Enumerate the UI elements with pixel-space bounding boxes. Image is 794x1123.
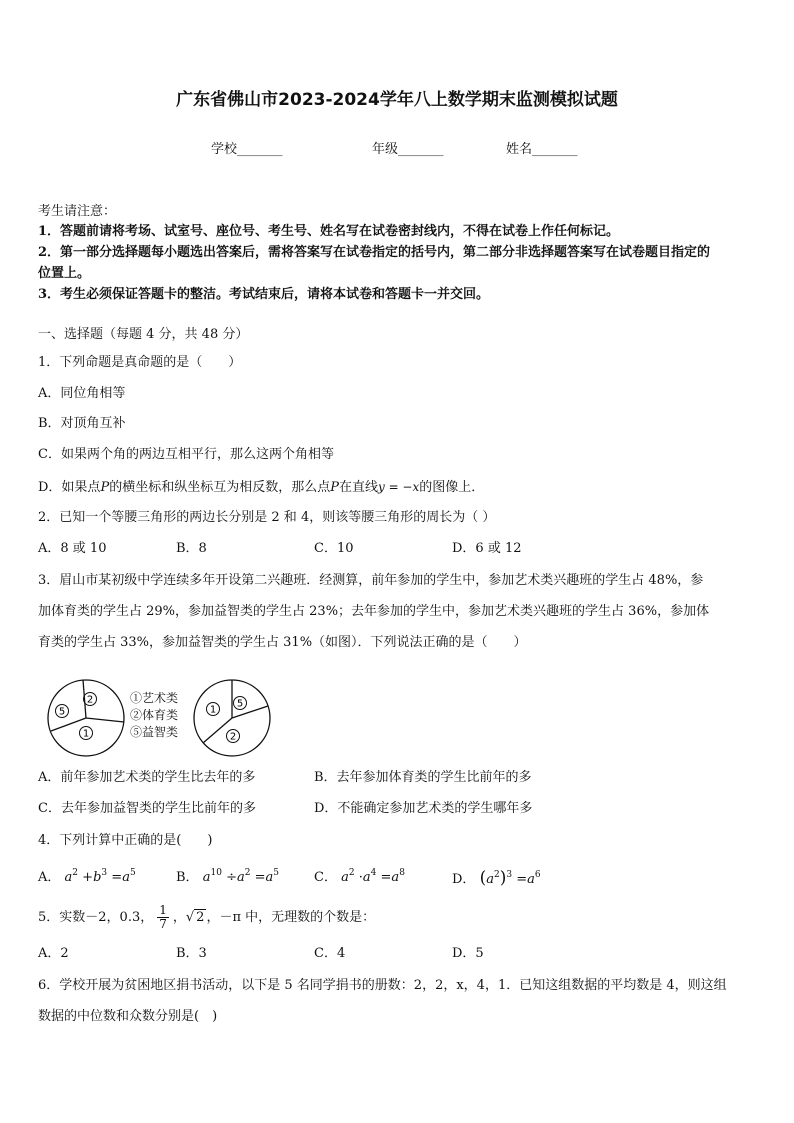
q2-option-b: B．8	[176, 541, 207, 556]
page-title: 广东省佛山市2023-2024学年八上数学期末监测模拟试题	[176, 90, 618, 110]
section-heading: 一、选择题（每题 4 分，共 48 分）	[38, 327, 249, 342]
grade-field: 年级_______	[372, 142, 444, 157]
q1-option-b: B．对顶角互补	[38, 416, 126, 431]
svg-text:2: 2	[86, 694, 94, 706]
q2-option-c: C．10	[314, 541, 354, 556]
q3-option-a: A．前年参加艺术类的学生比去年的多	[38, 770, 256, 785]
q4-option-a: A． $a^2 +b^3 =a^5$	[38, 868, 136, 885]
pie-legend-art: ①艺术类	[130, 691, 179, 705]
svg-text:1: 1	[209, 704, 217, 716]
q3-option-b: B．去年参加体育类的学生比前年的多	[314, 770, 532, 785]
pie2-label-5	[234, 697, 247, 710]
pie-last-year	[194, 680, 270, 756]
pie-previous-year	[48, 680, 124, 756]
notice-item-2: 2．第一部分选择题每小题选出答案后，需将答案写在试卷指定的括号内，第二部分非选择题答案写在试卷题目指定的	[38, 245, 711, 260]
q3-stem-line-3: 育类的学生占 33%，参加益智类的学生占 31%（如图）．下列说法正确的是（ ）	[38, 635, 527, 650]
q5-option-c: C．4	[314, 946, 346, 961]
q3-option-c: C．去年参加益智类的学生比前年的多	[38, 801, 256, 816]
q4-option-c: C． $a^2 \cdot a^4 =a^8$	[314, 868, 405, 885]
q1-stem: 1．下列命题是真命题的是（ ）	[38, 355, 242, 370]
q3-stem-line-1: 3．眉山市某初级中学连续多年开设第二兴趣班．经测算，前年参加的学生中，参加艺术类兴趣班的学生占 48%，参	[38, 573, 704, 588]
pie1-label-2	[84, 693, 97, 706]
q3-option-d: D．不能确定参加艺术类的学生哪年多	[314, 801, 533, 816]
q5-stem: 5．实数－2，0.3， $\frac{1}{7}$ ，√ 2 ，－π 中，无理数的个数是：	[38, 903, 376, 931]
notice-item-2-cont: 位置上。	[38, 266, 91, 281]
q6-stem-line-1: 6．学校开展为贫困地区捐书活动，以下是 5 名同学捐书的册数：2，2，x，4，1．已知这组数据的平均数是 4，则这组	[38, 978, 727, 993]
notice-item-3: 3．考生必须保证答题卡的整洁。考试结束后，请将本试卷和答题卡一并交回。	[38, 287, 490, 302]
q1-option-c: C．如果两个角的两边互相平行，那么这两个角相等	[38, 447, 334, 462]
pie-legend-puzzle: ⑤益智类	[130, 725, 179, 739]
svg-text:5: 5	[58, 706, 66, 718]
q5-option-a: A．2	[38, 946, 69, 961]
q6-stem-line-2: 数据的中位数和众数分别是( )	[38, 1009, 218, 1024]
q4-option-b: B． $a^{10} \div a^2 =a^5$	[176, 868, 280, 885]
svg-text:2: 2	[229, 731, 237, 743]
q5-option-d: D．5	[452, 946, 484, 961]
q5-option-b: B．3	[176, 946, 207, 961]
q2-option-d: D．6 或 12	[452, 541, 522, 556]
q4-option-d: D． $(a^2)^3 =a^6$	[452, 868, 541, 888]
q3-stem-line-2: 加体育类的学生占 29%，参加益智类的学生占 23%；去年参加的学生中，参加艺术类兴趣班的学生占 36%，参加体	[38, 604, 710, 619]
svg-text:1: 1	[82, 728, 90, 740]
svg-text:5: 5	[236, 698, 244, 710]
pie1-label-1	[80, 727, 93, 740]
pie2-label-2	[227, 730, 240, 743]
q1-option-a: A．同位角相等	[38, 386, 126, 401]
notice-item-1: 1．答题前请将考场、试室号、座位号、考生号、姓名写在试卷密封线内，不得在试卷上作任何标记。	[38, 224, 620, 239]
pie1-label-5	[56, 705, 69, 718]
pie2-label-1	[207, 703, 220, 716]
q2-stem: 2．已知一个等腰三角形的两边长分别是 2 和 4，则该等腰三角形的周长为（ ）	[38, 510, 496, 525]
q1-option-d: D．如果点P的横坐标和纵坐标互为相反数，那么点P在直线y = −x的图像上．	[38, 480, 485, 495]
name-field: 姓名_______	[506, 142, 578, 157]
notice-heading: 考生请注意：	[38, 204, 117, 219]
sqrt-two: √ 2	[185, 910, 205, 925]
q2-option-a: A．8 或 10	[38, 541, 107, 556]
fraction-one-seventh: $\frac{1}{7}$	[159, 903, 167, 931]
q4-stem: 4．下列计算中正确的是( )	[38, 833, 213, 848]
pie-legend-sports: ②体育类	[130, 708, 179, 722]
school-field: 学校_______	[211, 142, 283, 157]
